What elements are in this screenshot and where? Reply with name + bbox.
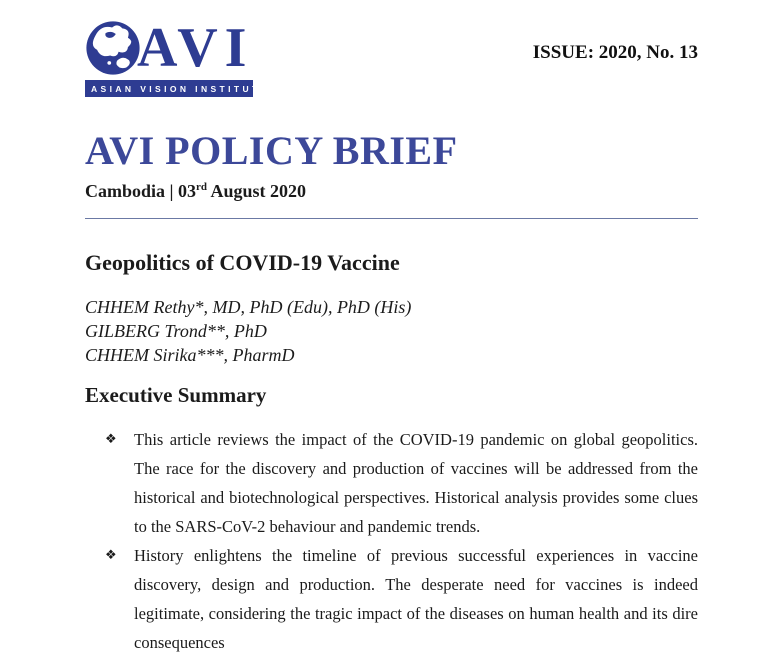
article-title: Geopolitics of COVID-19 Vaccine xyxy=(85,249,400,275)
author-list xyxy=(85,295,698,367)
bullet-text: This article reviews the impact of the COVID-19 pandemic on global geopolitics. The race for the discovery and production of vaccines will be addressed from the historical and biotechnological perspectives. Historical analysis provides some clues to the SARS-CoV-2 behaviour and pandemic trends. xyxy=(134,429,698,536)
dateline-ordinal: rd xyxy=(195,181,207,193)
avi-logo xyxy=(85,17,270,97)
author-line: GILBERG Trond**, PhD xyxy=(85,320,267,341)
dateline-suffix: August 2020 xyxy=(206,181,307,201)
divider-rule xyxy=(85,218,698,219)
list-item xyxy=(105,425,698,541)
diamond-bullet-icon: ❖ xyxy=(105,431,117,447)
masthead-title: AVI POLICY BRIEF xyxy=(85,128,458,173)
author-line: CHHEM Sirika***, PharmD xyxy=(85,344,295,365)
bullet-text: History enlightens the timeline of previous successful experiences in vaccine discovery, design and production. The desperate need for vaccines is indeed legitimate, considering the tragic impact of the diseases on human health and its dire consequences xyxy=(134,545,698,652)
diamond-bullet-icon: ❖ xyxy=(105,547,117,563)
page-header xyxy=(85,17,698,97)
globe-icon xyxy=(85,20,141,76)
dateline-prefix: Cambodia | 03 xyxy=(85,181,196,201)
logo-row xyxy=(85,17,254,79)
brand-acronym: AVI xyxy=(137,17,254,79)
issue-label: ISSUE: 2020, No. 13 xyxy=(532,42,698,63)
author-line: CHHEM Rethy*, MD, PhD (Edu), PhD (His) xyxy=(85,296,412,317)
brand-tagline: ASIAN VISION INSTITUTE xyxy=(85,80,253,97)
list-item xyxy=(105,541,698,657)
section-heading: Executive Summary xyxy=(85,382,267,407)
dateline xyxy=(85,181,698,203)
bullet-list xyxy=(105,425,698,657)
